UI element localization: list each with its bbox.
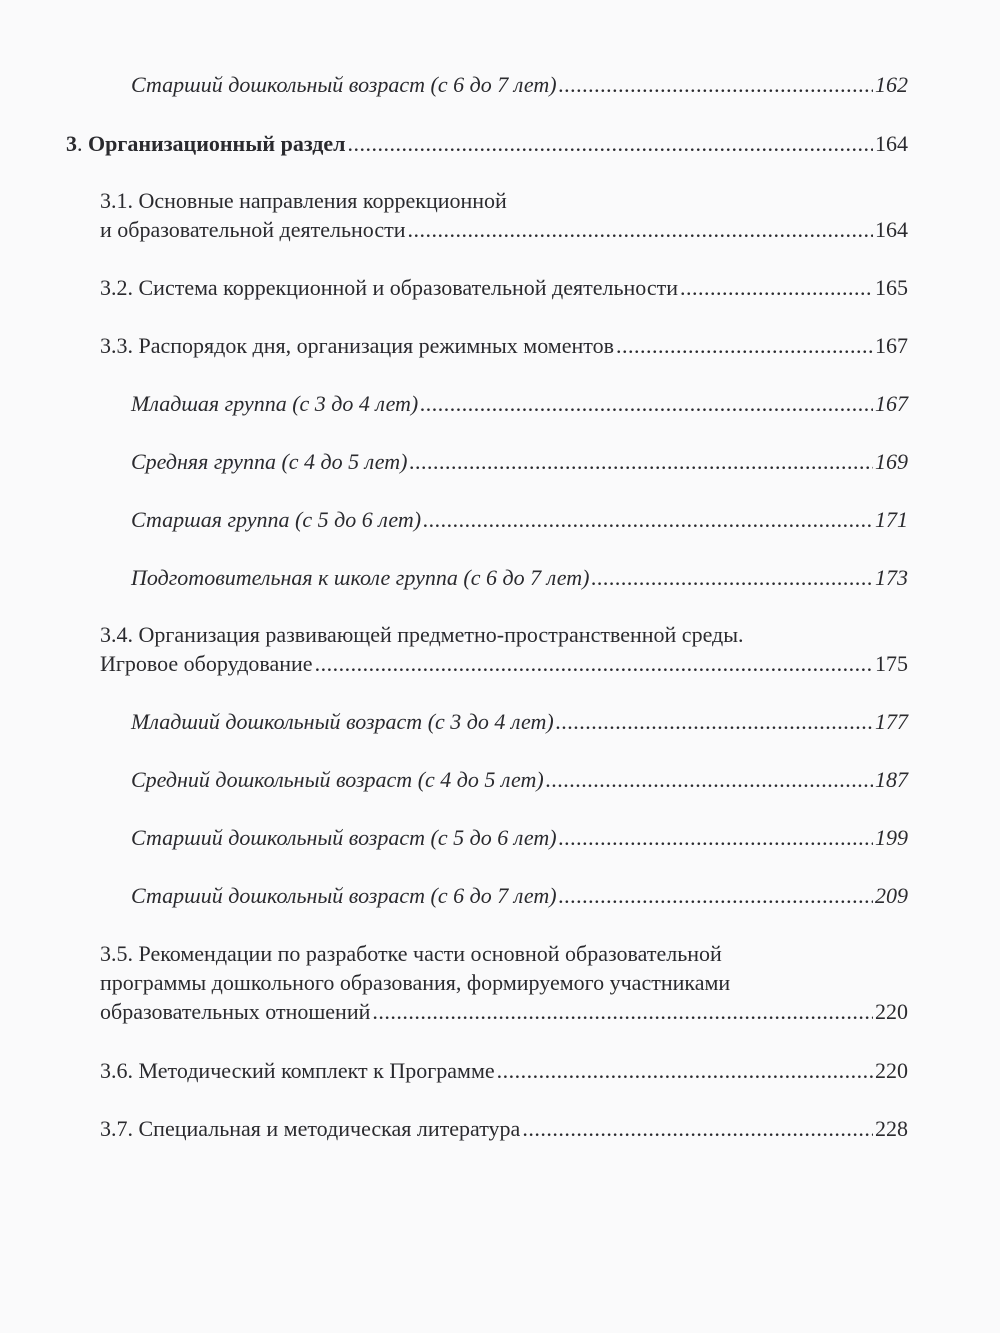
dot-leader (559, 70, 873, 99)
toc-entry-line (131, 823, 908, 852)
dot-leader (559, 823, 873, 852)
toc-entry-3-5[interactable] (100, 939, 908, 1026)
toc-entry-3-7[interactable] (100, 1114, 908, 1143)
toc-page-number: 173 (875, 565, 908, 590)
toc-entry-line (131, 389, 908, 418)
dot-leader (680, 273, 873, 302)
toc-page-number: 164 (875, 217, 908, 242)
toc-page-number: 169 (875, 449, 908, 474)
dot-leader (522, 1114, 873, 1143)
toc-entry-senior-group[interactable] (131, 505, 908, 534)
toc-entry-line: программы дошкольного образования, формируемого участниками (100, 970, 731, 995)
toc-entry-3-3[interactable] (100, 331, 908, 360)
dot-leader (591, 563, 873, 592)
toc-entry-title: Старший дошкольный возраст (с 6 до 7 лет) (131, 72, 557, 97)
dot-leader (407, 215, 873, 244)
dot-leader (315, 649, 873, 678)
toc-page-number: 175 (875, 651, 908, 676)
toc-entry-3-4[interactable] (100, 620, 908, 678)
toc-page-number: 167 (875, 391, 908, 416)
toc-page-number: 177 (875, 709, 908, 734)
toc-entry-title: 3.3. Распорядок дня, организация режимных моментов (100, 333, 614, 358)
dot-leader (348, 129, 873, 158)
toc-entry-line (131, 447, 908, 476)
toc-entry-middle-group[interactable] (131, 447, 908, 476)
toc-entry-line (131, 881, 908, 910)
toc-entry-line (100, 997, 908, 1026)
toc-entry-line (100, 331, 908, 360)
toc-entry-line (66, 129, 908, 158)
toc-entry-title: Средний дошкольный возраст (с 4 до 5 лет) (131, 767, 544, 792)
toc-entry-heading: 3. Организационный раздел (66, 131, 346, 156)
toc-entry-line: 3.5. Рекомендации по разработке части основной образовательной (100, 941, 722, 966)
toc-entry-title: Подготовительная к школе группа (с 6 до 7 лет) (131, 565, 590, 590)
toc-entry-line (100, 273, 908, 302)
dot-leader (497, 1056, 873, 1085)
toc-entry-line: 3.4. Организация развивающей предметно-пространственной среды. (100, 622, 744, 647)
toc-entry-junior-group[interactable] (131, 389, 908, 418)
toc-entry-title: Старшая группа (с 5 до 6 лет) (131, 507, 422, 532)
toc-entry-preparatory-group[interactable] (131, 563, 908, 592)
toc-entry-line (131, 563, 908, 592)
toc-entry-section-3[interactable] (66, 129, 908, 158)
toc-page-number: 167 (875, 333, 908, 358)
toc-entry-line (131, 765, 908, 794)
toc-entry-title: и образовательной деятельности (100, 217, 406, 242)
toc-entry-junior-preschool[interactable] (131, 707, 908, 736)
toc-page-number: 220 (875, 1058, 908, 1083)
toc-entry-line (100, 1056, 908, 1085)
toc-entry-line (131, 505, 908, 534)
toc-page-number: 220 (875, 999, 908, 1024)
toc-entry-line (100, 649, 908, 678)
toc-page-number: 165 (875, 275, 908, 300)
toc-entry-title: образовательных отношений (100, 999, 371, 1024)
toc-entry-lines (100, 939, 908, 997)
toc-entry-middle-preschool[interactable] (131, 765, 908, 794)
toc-entry-title: Младшая группа (с 3 до 4 лет) (131, 391, 419, 416)
toc-page-number: 171 (875, 507, 908, 532)
toc-page-number: 209 (875, 883, 908, 908)
toc-entry-senior-6-7-first[interactable] (131, 70, 908, 99)
toc-entry-3-6[interactable] (100, 1056, 908, 1085)
toc-page-number: 228 (875, 1116, 908, 1141)
toc-entry-line (131, 707, 908, 736)
toc-entry-line (100, 215, 908, 244)
toc-entry-line: 3.1. Основные направления коррекционной (100, 188, 507, 213)
dot-leader (420, 389, 873, 418)
toc-entry-lines (100, 620, 908, 649)
toc-entry-title: 3.2. Система коррекционной и образовательной деятельности (100, 275, 678, 300)
dot-leader (423, 505, 873, 534)
dot-leader (559, 881, 873, 910)
toc-entry-title: Старший дошкольный возраст (с 6 до 7 лет) (131, 883, 557, 908)
toc-page-number: 162 (875, 72, 908, 97)
toc-page-number: 187 (875, 767, 908, 792)
toc-entry-3-1[interactable] (100, 186, 908, 244)
toc-entry-title: 3.7. Специальная и методическая литература (100, 1116, 521, 1141)
dot-leader (556, 707, 873, 736)
toc-entry-line (131, 70, 908, 99)
toc-page-number: 199 (875, 825, 908, 850)
toc-entry-title: Игровое оборудование (100, 651, 313, 676)
toc-entry-lines (100, 186, 908, 215)
toc-section-number: 3 (66, 131, 77, 156)
toc-entry-senior-preschool-6-7[interactable] (131, 881, 908, 910)
dot-leader (372, 997, 873, 1026)
toc-entry-title: Средняя группа (с 4 до 5 лет) (131, 449, 408, 474)
toc-page-number: 164 (875, 131, 908, 156)
toc-entry-title: 3.6. Методический комплект к Программе (100, 1058, 495, 1083)
dot-leader (616, 331, 873, 360)
toc-entry-title: Старший дошкольный возраст (с 5 до 6 лет) (131, 825, 557, 850)
toc-entry-title: Младший дошкольный возраст (с 3 до 4 лет) (131, 709, 554, 734)
dot-leader (410, 447, 874, 476)
toc-entry-senior-preschool-5-6[interactable] (131, 823, 908, 852)
toc-entry-line (100, 1114, 908, 1143)
dot-leader (546, 765, 873, 794)
toc-entry-3-2[interactable] (100, 273, 908, 302)
toc-section-title: Организационный раздел (88, 131, 346, 156)
